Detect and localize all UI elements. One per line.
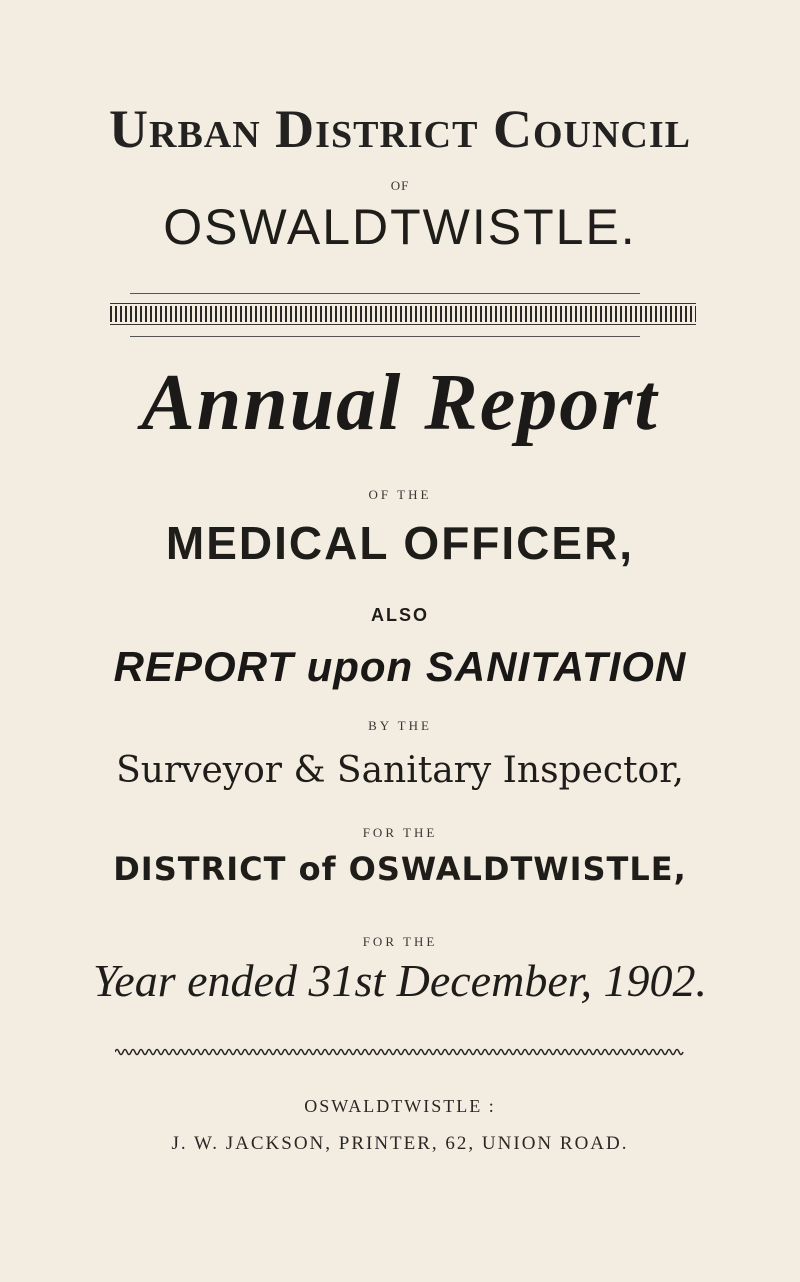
of-label: OF bbox=[390, 178, 410, 193]
report-upon-sanitation-heading: REPORT upon SANITATION bbox=[113, 643, 687, 690]
medical-officer-heading: MEDICAL OFFICER, bbox=[165, 517, 635, 569]
also-label: ALSO bbox=[370, 605, 429, 625]
surveyor-heading: Surveyor & Sanitary Inspector, bbox=[116, 750, 684, 791]
imprint-printer: J. W. JACKSON, PRINTER, 62, UNION ROAD. bbox=[171, 1133, 629, 1154]
wavy-divider bbox=[115, 1046, 687, 1058]
year-line: Year ended 31st December, 1902. bbox=[92, 955, 708, 1006]
by-the-label: BY THE bbox=[368, 718, 432, 733]
council-heading: Urban District Council bbox=[109, 99, 691, 159]
imprint-place: OSWALDTWISTLE : bbox=[304, 1096, 496, 1116]
district-heading: DISTRICT of OSWALDTWISTLE, bbox=[113, 850, 687, 888]
for-the-label: FOR THE bbox=[362, 825, 438, 840]
hatched-divider bbox=[110, 303, 696, 325]
top-rule bbox=[130, 293, 640, 294]
bottom-rule bbox=[130, 336, 640, 337]
town-heading: OSWALDTWISTLE. bbox=[163, 199, 637, 255]
of-the-label: OF THE bbox=[368, 487, 432, 502]
annual-report-title: Annual Report bbox=[141, 359, 659, 447]
for-the-label-2: FOR THE bbox=[362, 934, 438, 949]
